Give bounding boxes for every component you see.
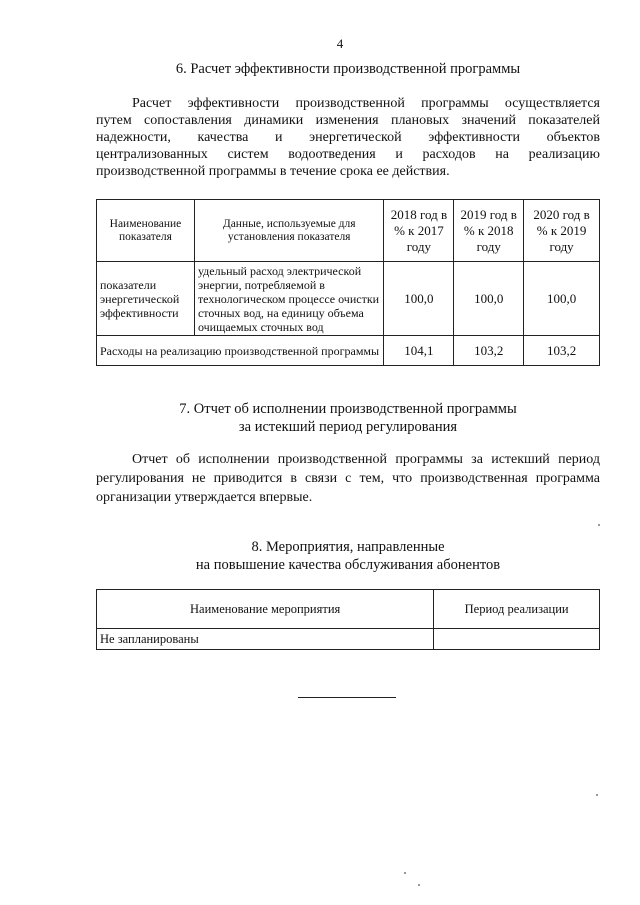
section-8-heading xyxy=(96,538,600,574)
header-period: Период реализации xyxy=(434,590,600,629)
cell-measure-name: Не запланированы xyxy=(97,629,434,650)
cell-indicator-name: показатели энергетической эффективности xyxy=(97,262,195,336)
table-row xyxy=(97,262,600,336)
paragraph-line: централизованных систем водоотведения и расходов на реализацию xyxy=(96,147,600,162)
cell-expenses-name: Расходы на реализацию производственной программы xyxy=(97,336,384,366)
efficiency-table xyxy=(96,199,600,366)
paragraph-line: путем сопоставления динамики изменения плановых значений показателей xyxy=(96,113,600,128)
scan-speck xyxy=(598,524,600,526)
cell-2018: 100,0 xyxy=(384,262,454,336)
scan-speck xyxy=(418,884,420,886)
section-6-paragraph xyxy=(96,95,600,180)
header-indicator-name: Наименование показателя xyxy=(97,200,195,262)
table-row xyxy=(97,629,600,650)
header-measure-name: Наименование мероприятия xyxy=(97,590,434,629)
scan-speck xyxy=(596,794,598,796)
cell-2020: 100,0 xyxy=(524,262,600,336)
heading-line: 7. Отчет об исполнении производственной программы xyxy=(179,401,517,417)
heading-line: за истекший период регулирования xyxy=(238,419,458,435)
paragraph-line: надежности, качества и энергетической эффективности объектов xyxy=(96,130,600,145)
paragraph-line: Отчет об исполнении производственной программы за истекший период xyxy=(132,452,600,467)
scan-speck xyxy=(404,872,406,874)
cell-2019: 100,0 xyxy=(454,262,524,336)
cell-2020: 103,2 xyxy=(524,336,600,366)
paragraph-line: организации утверждается впервые. xyxy=(96,490,313,505)
table-row xyxy=(97,336,600,366)
closing-rule xyxy=(298,697,396,698)
header-indicator-data: Данные, используемые для установления показателя xyxy=(194,200,384,262)
header-2019: 2019 год в % к 2018 году xyxy=(454,200,524,262)
measures-table xyxy=(96,589,600,650)
section-6-heading: 6. Расчет эффективности производственной программы xyxy=(175,61,521,77)
cell-2019: 103,2 xyxy=(454,336,524,366)
cell-indicator-data: удельный расход электрической энергии, потребляемой в технологическом процессе очистки сточных вод, на единицу объема очищаемых сточных вод xyxy=(194,262,384,336)
section-7-paragraph xyxy=(96,450,600,507)
header-2018: 2018 год в % к 2017 году xyxy=(384,200,454,262)
paragraph-line: производственной программы в течение срока ее действия. xyxy=(96,164,450,179)
header-2020: 2020 год в % к 2019 году xyxy=(524,200,600,262)
heading-line: на повышение качества обслуживания абонентов xyxy=(195,557,501,573)
cell-2018: 104,1 xyxy=(384,336,454,366)
paragraph-line: Расчет эффективности производственной программы осуществляется xyxy=(132,96,600,111)
paragraph-line: регулирования не приводится в связи с тем, что производственная программа xyxy=(96,471,600,486)
page-number: 4 xyxy=(336,36,344,51)
section-7-heading xyxy=(96,400,600,436)
cell-period xyxy=(434,629,600,650)
heading-line: 8. Мероприятия, направленные xyxy=(251,539,445,555)
